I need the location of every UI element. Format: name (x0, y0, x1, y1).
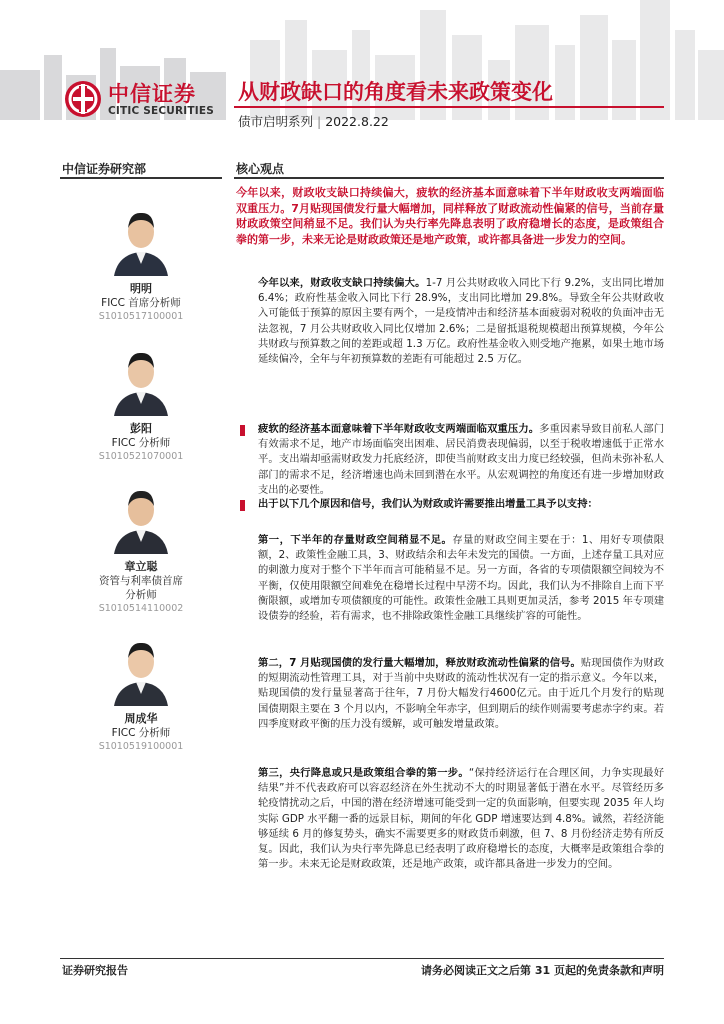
analyst-license-id: S1010514110002 (98, 603, 184, 614)
summary-text: 今年以来，财政收支缺口持续偏大，疲软的经济基本面意味着下半年财政收支两端面临双重压力。7月贴现国债发行量大幅增加，同样释放了财政流动性偏紧的信号，当前存量财政政策空间稍显不足。我们认为央行率先降息表明了政府稳增长的态度，是政策组合拳的第一步，未来无论是财政政策还是地产政策，或许都具备进一步发力的空间。 (236, 186, 664, 246)
avatar (110, 478, 172, 554)
paragraph-lead: 今年以来，财政收支缺口持续偏大。 (258, 277, 426, 289)
analyst-card-4 (60, 630, 222, 754)
main-divider (234, 177, 664, 179)
paragraph-first-reason (258, 533, 664, 624)
red-bullet-marker (240, 500, 245, 511)
paragraph-lead: 出于以下几个原因和信号，我们认为财政或许需要推出增量工具予以支持： (258, 498, 598, 510)
analyst-role: FICC 分析师 (111, 437, 171, 449)
citic-logo (62, 78, 222, 124)
paragraph-body: 多重因素导致目前私人部门有效需求不足，地产市场面临突出困难、居民消费表现偏弱，以至于税收增速低于正常水平。支出端却亟需财政发力托底经济，即使当前财政支出力度已经较强，但尚未弥补私人部门的需求不足，经济增速也尚未回到潜在水平。从宏观调控的角度还有进一步增加财政支出的必要性。 (258, 423, 664, 496)
paragraph-body: 贴现国债作为财政的短期流动性管理工具，对于当前中央财政的流动性状况有一定的指示意义。今年以来，贴现国债的发行量显著高于往年，7 月份大幅发行4600亿元。由于近几个月发行的贴现国债期限主要在 3 个月以内，不影响全年赤字，但到期后的续作则需要考虑赤字约束。若四季度财政平衡的压力没有缓解，或可触发增量政策。 (258, 657, 665, 730)
paragraph-lead: 第一，下半年的存量财政空间稍显不足。 (258, 534, 453, 546)
analyst-role: FICC 分析师 (111, 727, 171, 739)
analyst-role: 资管与利率债首席 (99, 575, 183, 587)
paragraph-second-reason (258, 656, 664, 732)
paragraph-third-reason (258, 766, 664, 872)
footer-divider (60, 958, 664, 959)
paragraph-lead: 第二，7 月贴现国债的发行量大幅增加，释放财政流动性偏紧的信号。 (258, 657, 581, 669)
avatar (110, 200, 172, 276)
analyst-role: FICC 首席分析师 (101, 297, 181, 309)
analyst-card-2 (60, 340, 222, 464)
paragraph-reasons-intro (258, 497, 664, 512)
avatar (110, 340, 172, 416)
sidebar-divider (60, 177, 222, 179)
paragraph-deficit (258, 276, 664, 367)
report-title: 从财政缺口的角度看未来政策变化 (238, 80, 553, 104)
report-date: 2022.8.22 (325, 114, 389, 129)
analyst-role-line2: 分析师 (125, 589, 157, 601)
analyst-card-3 (60, 478, 222, 616)
logo-text-cn: 中信证券 (108, 82, 196, 106)
analyst-license-id: S1010519100001 (98, 741, 184, 752)
paragraph-lead: 第三，央行降息或只是政策组合拳的第一步。 (258, 767, 469, 779)
red-bullet-marker (240, 425, 245, 436)
core-views-heading: 核心观点 (236, 162, 285, 176)
paragraph-body: 存量的财政空间主要在于：1、用好专项债限额，2、政策性金融工具，3、财政结余和去年未发完的国债。一方面，上述存量工具对应的刺激力度对于整个下半年而言可能稍显不足。另一方面，各省的专项债限额空间较为不平衡，仅使用限额空间难免在稳增长过程中早涝不均。因此，我们认为不排除自上而下平衡限额，或增加专项债额度的可能性。政策性金融工具则更加灵活，参考 2015 年专项建设债券的经验，若有需求，也不排除政策性金融工具继续扩容的可能性。 (258, 534, 664, 623)
series-name: 债市启明系列 (238, 114, 314, 129)
logo-text-en: CITIC SECURITIES (108, 105, 215, 117)
avatar (110, 630, 172, 706)
analyst-name: 章立聪 (124, 560, 158, 573)
paragraph-body: “保持经济运行在合理区间，力争实现最好结果”并不代表政府可以容忍经济在外生扰动不大的时期显著低于潜在水平。尽管经历多轮疫情扰动之后，中国的潜在经济增速可能受到一定的负面影响，但要实现 2035 年人均实际 GDP 水平翻一番的远景目标，期间的年化 GDP 增速要达到 4.8%。诚然，若经济能够延续 6 月的修复势头，确实不需要更多的财政货币刺激，但 7、8 月份经济走势有所反复。因此，我们认为央行率先降息已经表明了政府稳增长的态度，大概率是政策组合拳的第一步。未来无论是财政政策，还是地产政策，或许都具备进一步发力的空间。 (258, 767, 664, 871)
analyst-card-1 (60, 200, 222, 324)
title-underline (234, 106, 664, 108)
citic-logo-mark-icon (64, 80, 102, 118)
analyst-name: 彭阳 (130, 422, 152, 435)
analyst-license-id: S1010517100001 (98, 311, 184, 322)
footer-report-label: 证券研究报告 (62, 964, 128, 977)
analyst-name: 明明 (130, 282, 152, 295)
analyst-license-id: S1010521070001 (98, 451, 184, 462)
paragraph-pressure (258, 422, 664, 498)
paragraph-lead: 疲软的经济基本面意味着下半年财政收支两端面临双重压力。 (258, 423, 540, 435)
research-dept-heading: 中信证券研究部 (62, 162, 147, 176)
footer-disclaimer: 请务必阅读正文之后第 31 页起的免责条款和声明 (421, 964, 664, 977)
subtitle-divider: | (317, 114, 322, 129)
report-subtitle (238, 112, 389, 130)
paragraph-body: 1-7 月公共财政收入同比下行 9.2%，支出同比增加 6.4%；政府性基金收入同比下行 28.9%，支出同比增加 29.8%。导致全年公共财政收入可能低于预算的原因主要有两个，一是疫情冲击和经济基本面疲弱对税收的负面冲击无法忽视，7 月公共财政收入同比仅增加 2.6%；二是留抵退税规模超出预算规模，今年公共财政与预算数之间的差距或超 1.3 万亿。政府性基金收入则受地产拖累，如果土地市场延续偏冷，全年与年初预算数的差距有可能超过 2.5 万亿。 (258, 277, 665, 366)
analyst-name: 周成华 (124, 712, 158, 725)
